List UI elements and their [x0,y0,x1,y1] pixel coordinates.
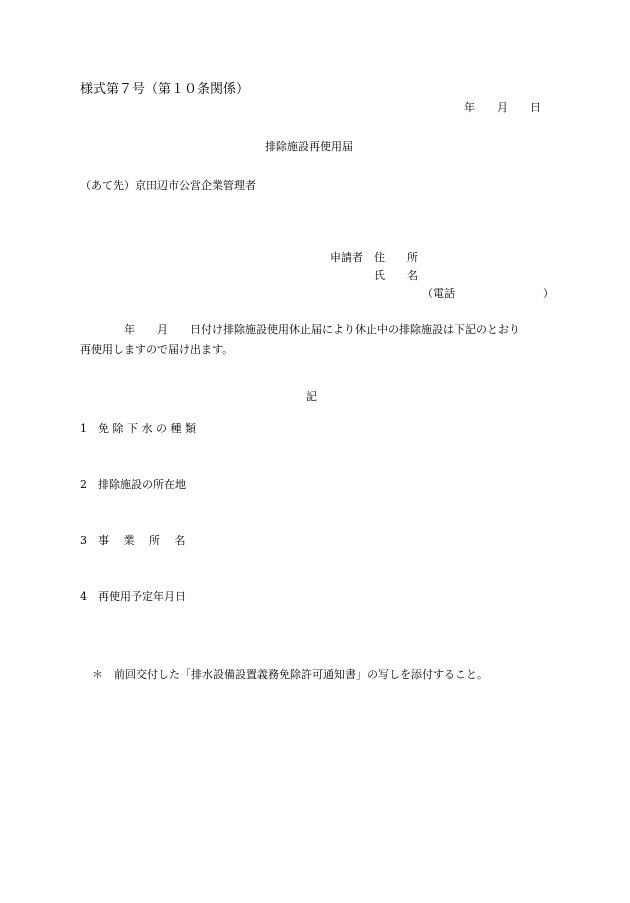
form-number: 様式第７号（第１０条関係） [80,82,250,97]
applicant-phone-label: （電話 ） [422,287,554,300]
body-text-line-1: 年 月 日付け排除施設使用休止届により休止中の排除施設は下記のとおり [80,323,520,336]
item-business-name: 3 事 業 所 名 [80,534,186,547]
item-exempt-sewage-type: 1 免 除 下 水 の 種 類 [80,422,196,435]
date-line: 年 月 日 [464,101,541,114]
document-title: 排除施設再使用届 [265,140,353,153]
applicant-address-label: 申請者 住 所 [330,251,418,264]
applicant-name-label: 氏 名 [374,269,418,282]
item-facility-location: 2 排除施設の所在地 [80,478,186,491]
body-text-line-2: 再使用しますので届け出ます。 [80,343,234,356]
attachment-note: ＊ 前回交付した「排水設備設置義務免除許可通知書」の写しを添付すること。 [92,668,488,681]
item-reuse-date: 4 再使用予定年月日 [80,590,186,603]
ki-heading: 記 [306,390,317,403]
addressee: （あて先）京田辺市公営企業管理者 [80,179,256,192]
